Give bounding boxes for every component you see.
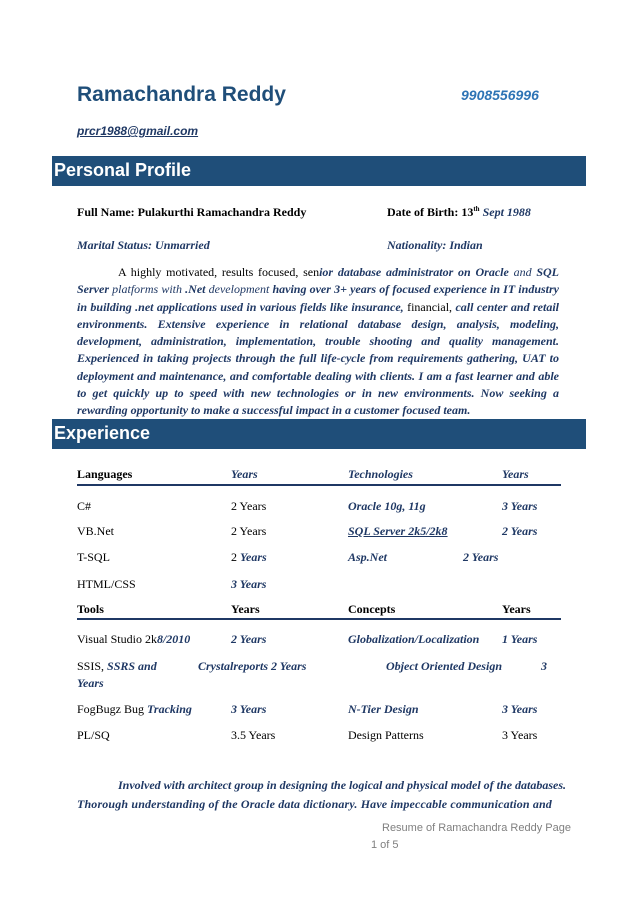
dob-suffix: th [473, 205, 480, 213]
summary-part: and [508, 265, 537, 279]
table-cell: 3 Years [231, 702, 267, 716]
table-cell-part: 8/2010 [156, 632, 191, 646]
table-cell: 3 Years [502, 728, 538, 742]
table-cell: HTML/CSS [77, 577, 136, 591]
table-cell: Object Oriented Design [386, 659, 502, 673]
summary-part: financial, [403, 299, 453, 314]
table-cell: 2 Years [231, 632, 267, 646]
table-cell-part: SSIS, [77, 659, 108, 673]
table-cell: Oracle 10g, 11g [348, 499, 426, 513]
full-name-field: Full Name: Pulakurthi Ramachandra Reddy [77, 205, 307, 219]
table-cell: 3 [541, 659, 547, 673]
page-footer-line-2: 1 of 5 [371, 839, 399, 851]
table-cell-part: SSRS and [107, 659, 157, 673]
summary-part: ior database administrator on Oracle [319, 265, 509, 279]
table-cell: T-SQL [77, 550, 110, 564]
table-cell: N-Tier Design [348, 702, 419, 716]
table-cell: 1 Years [502, 632, 538, 646]
dob-field [387, 205, 531, 220]
table-header: Concepts [348, 602, 396, 616]
table-cell: Crystalreports 2 Years [198, 659, 307, 673]
closing-line-1: Involved with architect group in designing the logical and physical model of the databases. [118, 778, 567, 792]
section-title-experience: Experience [54, 423, 151, 443]
table-cell: PL/SQ [77, 728, 110, 742]
table-cell: SQL Server 2k5/2k8 [348, 524, 448, 538]
table-cell: C# [77, 499, 92, 513]
table-cell: Design Patterns [348, 728, 424, 742]
table-header: Technologies [348, 467, 413, 481]
table-header: Tools [77, 602, 104, 616]
table-cell-part: Visual Studio 2k [77, 632, 157, 646]
section-band-experience [52, 419, 586, 449]
table-header: Years [502, 602, 531, 616]
section-title-personal-profile: Personal Profile [54, 160, 192, 180]
profile-summary [77, 264, 559, 420]
table-rule [77, 484, 561, 486]
table-cell: VB.Net [77, 524, 114, 538]
table-header: Years [502, 467, 529, 481]
summary-part: .Net [185, 282, 206, 297]
summary-part: development [205, 282, 273, 297]
phone-number: 9908556996 [461, 87, 539, 103]
table-cell: 3 Years [231, 577, 267, 591]
table-cell-part: Years [240, 550, 267, 564]
table-cell: Years [77, 676, 104, 690]
table-header: Years [231, 467, 258, 481]
summary-part: having over 3+ years of focused experience in IT industry in building .net applications used in various fields like insurance, [77, 282, 559, 314]
table-cell: 2 Years [231, 524, 267, 538]
nationality: Nationality: Indian [387, 238, 483, 252]
summary-part: SQL Server [77, 265, 559, 297]
table-cell-part: FogBugz Bug [77, 702, 148, 716]
table-cell [231, 550, 267, 565]
table-cell [77, 702, 192, 717]
email-link[interactable]: prcr1988@gmail.com [77, 124, 199, 138]
table-cell: 3 Years [502, 499, 538, 513]
page-footer-line-1: Resume of Ramachandra Reddy Page [382, 822, 571, 834]
table-cell: 3 Years [502, 702, 538, 716]
summary-part: call center and retail environments. Extensive experience in relational database design, analysis, modeling, development, administration, implementation, trouble shooting and quality management. Experienced in taking projects through the full life-cycle from requirements gathering, UAT to deployment and maintenance, and comfortable dealing with clients. I am a fast learner and able to get quickly up to speed with new technologies or in new environments. Now seeking a rewarding opportunity to make a successful impact in a customer focused team. [77, 299, 559, 418]
marital-status: Marital Status: Unmarried [77, 238, 210, 252]
table-cell [77, 632, 190, 647]
table-cell: 2 Years [463, 550, 499, 564]
table-cell: Globalization/Localization [348, 632, 480, 646]
table-header: Languages [77, 467, 133, 481]
table-header: Years [231, 602, 260, 616]
dob-value: Sept 1988 [479, 205, 531, 219]
table-cell-part: 2 [231, 550, 240, 564]
table-rule [77, 618, 561, 620]
summary-part: A highly motivated, results focused, sen [118, 265, 320, 279]
summary-part: platforms with [109, 282, 186, 297]
table-cell: Asp.Net [348, 550, 387, 564]
table-cell-part: Tracking [147, 702, 192, 716]
dob-label: Date of Birth: 13 [387, 205, 474, 219]
table-cell: 2 Years [502, 524, 538, 538]
table-cell [77, 659, 157, 674]
candidate-name: Ramachandra Reddy [77, 83, 286, 106]
closing-line-2: Thorough understanding of the Oracle data dictionary. Have impeccable communication and [77, 797, 552, 811]
table-cell: 3.5 Years [231, 728, 276, 742]
section-band-personal-profile [52, 156, 586, 186]
table-cell: 2 Years [231, 499, 267, 513]
